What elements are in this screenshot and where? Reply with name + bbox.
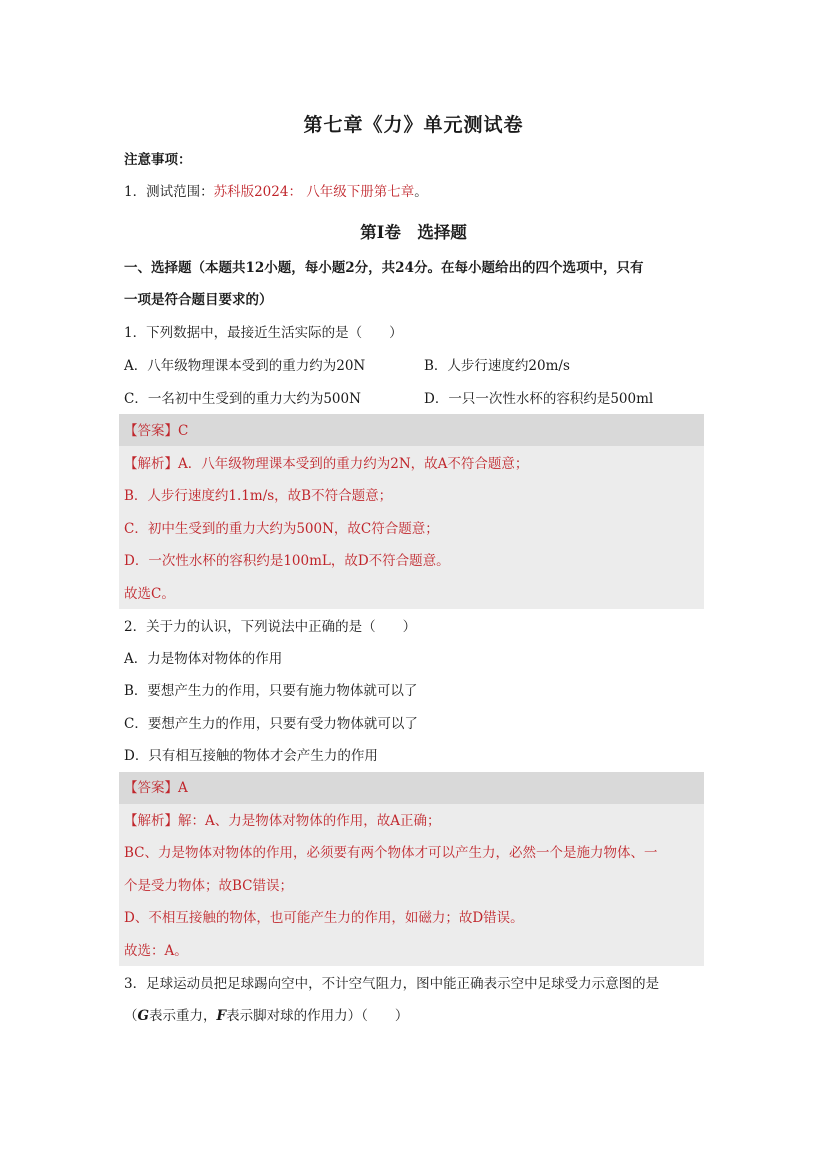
analysis-tag: 【解析】 — [124, 813, 178, 829]
g-symbol: G — [137, 1008, 150, 1024]
answer-value: A — [178, 780, 188, 796]
question-1-analysis-line-5: 故选C。 — [124, 586, 175, 602]
part-1-heading-line-1: 一、选择题（本题共12小题，每小题2分，共24分。在每小题给出的四个选项中，只有 — [124, 260, 644, 276]
page-title: 第七章《力》单元测试卷 — [303, 114, 524, 136]
question-2-analysis-line-4: D、不相互接触的物体，也可能产生力的作用，如磁力；故D错误。 — [124, 910, 524, 926]
g-text: 表示重力， — [149, 1008, 217, 1024]
test-range: 苏科版2024： 八年级下册第七章 — [213, 184, 415, 200]
question-2-option-a: A．力是物体对物体的作用 — [124, 651, 283, 667]
analysis-text: 解：A、力是物体对物体的作用，故A正确； — [178, 813, 441, 829]
answer-tag: 【答案】 — [124, 423, 178, 439]
question-2-analysis-line-2: BC、力是物体对物体的作用，必须要有两个物体才可以产生力，必然一个是施力物体、一 — [124, 845, 658, 861]
paren-open: （ — [124, 1008, 138, 1024]
question-2-answer — [124, 778, 188, 798]
question-1-analysis-line-1 — [124, 454, 528, 474]
question-1-options-row-2 — [124, 389, 654, 409]
question-2-option-b: B．要想产生力的作用，只要有施力物体就可以了 — [124, 683, 418, 699]
answer-tag: 【答案】 — [124, 780, 178, 796]
f-symbol: F — [216, 1008, 227, 1024]
question-1-option-b: B．人步行速度约20m/s — [424, 358, 570, 374]
question-3-stem-line-1: 3．足球运动员把足球踢向空中，不计空气阻力，图中能正确表示空中足球受力示意图的是 — [124, 976, 660, 992]
answer-band-1 — [119, 414, 704, 446]
question-2-analysis-line-3: 个是受力物体；故BC错误； — [124, 878, 294, 894]
f-text: 表示脚对球的作用力）（ ） — [226, 1008, 409, 1024]
analysis-tag: 【解析】 — [124, 456, 178, 472]
question-1-option-d: D．一只一次性水杯的容积约是500ml — [424, 391, 654, 407]
answer-band-2 — [119, 772, 704, 804]
section-title: 第Ⅰ卷 选择题 — [360, 223, 467, 242]
notice-item-1-suffix: 。 — [414, 184, 428, 200]
question-1-stem: 1．下列数据中，最接近生活实际的是（ ） — [124, 325, 403, 341]
question-2-stem: 2．关于力的认识，下列说法中正确的是（ ） — [124, 619, 417, 635]
analysis-text: A．八年级物理课本受到的重力约为2N，故A不符合题意； — [178, 456, 529, 472]
notice-item-1 — [124, 182, 428, 202]
question-1-analysis-line-4: D．一次性水杯的容积约是100mL，故D不符合题意。 — [124, 553, 450, 569]
notice-item-1-prefix: 1．测试范围： — [124, 184, 214, 200]
question-3-stem-line-2 — [124, 1006, 408, 1026]
question-2-option-d: D．只有相互接触的物体才会产生力的作用 — [124, 748, 378, 764]
answer-value: C — [178, 423, 189, 439]
question-1-analysis-line-3: C．初中生受到的重力大约为500N，故C符合题意； — [124, 521, 439, 537]
question-1-analysis-line-2: B．人步行速度约1.1m/s，故B不符合题意； — [124, 488, 393, 504]
question-1-option-c: C．一名初中生受到的重力大约为500N — [124, 391, 361, 407]
question-2-analysis-line-5: 故选：A。 — [124, 943, 188, 959]
question-1-options-row-1 — [124, 356, 570, 376]
question-2-analysis-line-1 — [124, 811, 441, 831]
question-1-answer — [124, 421, 188, 441]
question-1-option-a: A．八年级物理课本受到的重力约为20N — [124, 358, 366, 374]
notice-heading: 注意事项： — [124, 152, 192, 168]
question-2-option-c: C．要想产生力的作用，只要有受力物体就可以了 — [124, 716, 418, 732]
part-1-heading-line-2: 一项是符合题目要求的） — [124, 292, 273, 308]
